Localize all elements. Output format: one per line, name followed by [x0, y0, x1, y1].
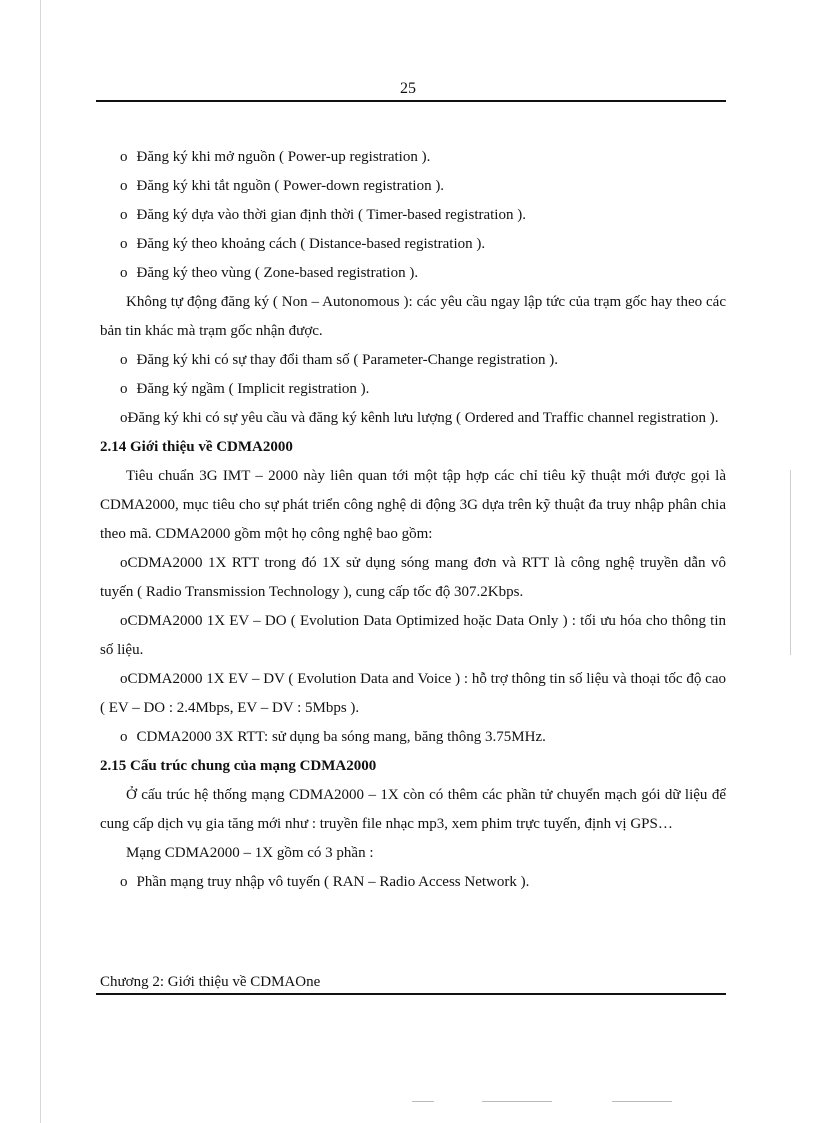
bullet-item: [100, 375, 726, 404]
footer-chapter: Chương 2: Giới thiệu về CDMAOne: [100, 974, 321, 990]
bullet-text: CDMA2000 1X RTT trong đó 1X sử dụng sóng mang đơn và RTT là công nghệ truyền dẫn vô tuyến ( Radio Transmission Technology ), cung cấp tốc độ 307.2Kbps.: [100, 555, 726, 600]
bullet-text: Đăng ký khi tắt nguồn ( Power-down registration ).: [136, 178, 445, 194]
bullet-marker: o: [120, 207, 128, 223]
bullet-text: Đăng ký khi có sự yêu cầu và đăng ký kênh lưu lượng ( Ordered and Traffic channel registration ).: [127, 410, 719, 426]
bullet-item: [100, 607, 726, 665]
section-2-15-intro: Ở cấu trúc hệ thống mạng CDMA2000 – 1X còn có thêm các phần tử chuyển mạch gói dữ liệu để cung cấp dịch vụ gia tăng mới như : truyền file nhạc mp3, xem phim trực tuyến, định vị GPS…: [100, 787, 726, 832]
bullet-item: [100, 549, 726, 607]
bullet-marker: o: [120, 236, 128, 252]
bullet-item: [100, 665, 726, 723]
bullet-text: Đăng ký theo vùng ( Zone-based registration ).: [136, 265, 419, 281]
scan-left-edge: [40, 0, 41, 1123]
bullet-item: [100, 404, 726, 433]
bullet-item: [100, 172, 726, 201]
bullet-item: [100, 143, 726, 172]
bullet-marker: o: [120, 265, 128, 281]
page-body: [100, 143, 726, 897]
scan-artifact-dash: [482, 1101, 552, 1102]
section-2-15-parts-line: Mạng CDMA2000 – 1X gồm có 3 phần :: [126, 845, 374, 861]
bullet-text: Đăng ký dựa vào thời gian định thời ( Timer-based registration ).: [136, 207, 526, 223]
footer-rule: [96, 993, 726, 995]
bullet-text: Đăng ký ngầm ( Implicit registration ).: [136, 381, 370, 397]
bullet-text: CDMA2000 1X EV – DV ( Evolution Data and Voice ) : hỗ trợ thông tin số liệu và thoại tốc độ cao ( EV – DO : 2.4Mbps, EV – DV : 5Mbps ).: [100, 671, 726, 716]
bullet-marker: o: [120, 410, 128, 426]
margin-scan-line: [790, 470, 791, 655]
bullet-item: [100, 346, 726, 375]
bullet-item: [100, 201, 726, 230]
scan-artifact-dash: [612, 1101, 672, 1102]
section-2-14-intro: Tiêu chuẩn 3G IMT – 2000 này liên quan tới một tập hợp các chỉ tiêu kỹ thuật mới được gọi là CDMA2000, mục tiêu cho sự phát triển công nghệ di động 3G dựa trên kỹ thuật đa truy nhập phân chia theo mã. CDMA2000 gồm một họ công nghệ bao gồm:: [100, 468, 726, 542]
bullet-marker: o: [120, 381, 128, 397]
bullet-text: Đăng ký khi có sự thay đổi tham số ( Parameter-Change registration ).: [136, 352, 558, 368]
bullet-marker: o: [120, 178, 128, 194]
section-heading-2-15: 2.15 Cấu trúc chung của mạng CDMA2000: [100, 758, 377, 774]
page-number: 25: [400, 80, 416, 97]
header-rule: [96, 100, 726, 102]
bullet-marker: o: [120, 729, 128, 745]
bullet-item: [100, 723, 726, 752]
section-heading-2-14: 2.14 Giới thiệu về CDMA2000: [100, 439, 293, 455]
non-autonomous-paragraph: Không tự động đăng ký ( Non – Autonomous ): các yêu cầu ngay lập tức của trạm gốc hay theo các bản tin khác mà trạm gốc nhận được.: [100, 294, 726, 339]
bullet-marker: o: [120, 613, 128, 629]
scan-artifact-dash: [412, 1101, 434, 1102]
bullet-marker: o: [120, 874, 128, 890]
bullet-marker: o: [120, 671, 128, 687]
bullet-text: Đăng ký theo khoảng cách ( Distance-based registration ).: [136, 236, 486, 252]
bullet-text: CDMA2000 3X RTT: sử dụng ba sóng mang, băng thông 3.75MHz.: [136, 729, 546, 745]
bullet-text: Đăng ký khi mở nguồn ( Power-up registration ).: [136, 149, 431, 165]
bullet-marker: o: [120, 555, 128, 571]
bullet-item: [100, 868, 726, 897]
bullet-text: Phần mạng truy nhập vô tuyến ( RAN – Radio Access Network ).: [136, 874, 530, 890]
bullet-item: [100, 259, 726, 288]
bullet-text: CDMA2000 1X EV – DO ( Evolution Data Optimized hoặc Data Only ) : tối ưu hóa cho thông tin số liệu.: [100, 613, 726, 658]
bullet-marker: o: [120, 149, 128, 165]
bullet-item: [100, 230, 726, 259]
bullet-marker: o: [120, 352, 128, 368]
